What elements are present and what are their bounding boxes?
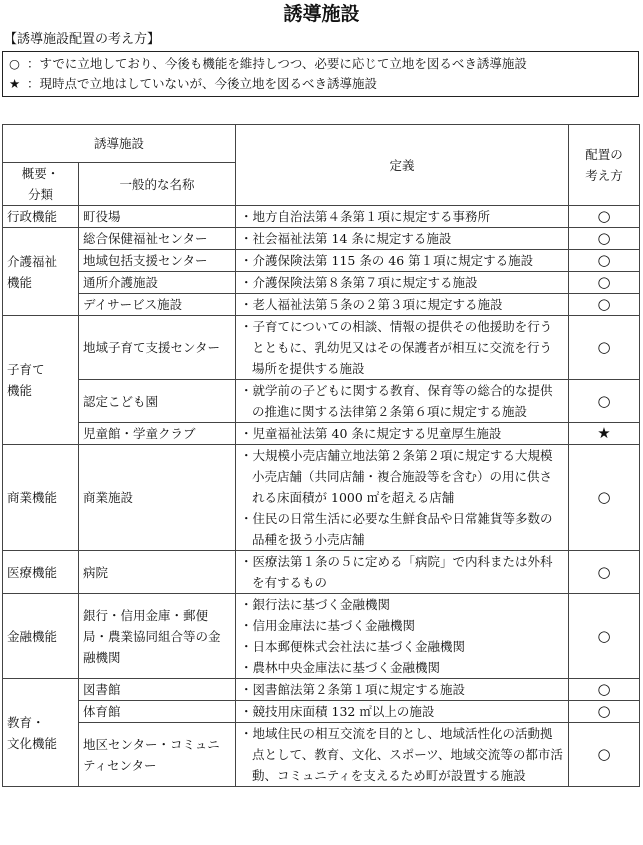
facility-name-cell: 町役場 (79, 206, 236, 228)
star-symbol: ★ (9, 76, 21, 91)
page-title: 誘導施設 (283, 3, 360, 25)
definition-line: ・子育てについての相談、情報の提供その他援助を行うとともに、乳幼児又はその保護者が相互に交流を行う場所を提供する施設 (240, 319, 553, 376)
definition-line: ・信用金庫法に基づく金融機関 (240, 618, 416, 633)
definition-line: ・農林中央金庫法に基づく金融機関 (240, 660, 441, 675)
facility-name-cell: 地域包括支援センター (79, 250, 236, 272)
definition-cell (236, 206, 569, 228)
definition-cell (236, 316, 569, 380)
facility-group-header: 誘導施設 (3, 125, 236, 163)
definition-cell (236, 294, 569, 316)
category-cell: 商業機能 (3, 445, 79, 551)
circle-mark: ○ (569, 551, 640, 594)
definition-cell (236, 594, 569, 679)
legend-box (2, 51, 639, 97)
table-row (3, 594, 640, 679)
definition-cell (236, 445, 569, 551)
table-row (3, 206, 640, 228)
circle-mark: ○ (569, 723, 640, 787)
legend-text: ：現時点で立地はしていないが、今後立地を図るべき誘導施設 (27, 76, 378, 91)
circle-mark: ○ (569, 679, 640, 701)
facility-name-cell: デイサービス施設 (79, 294, 236, 316)
circle-mark: ○ (569, 594, 640, 679)
table-row (3, 272, 640, 294)
facility-name-cell: 病院 (79, 551, 236, 594)
definition-cell (236, 723, 569, 787)
facility-name-cell: 銀行・信用金庫・郵便局・農業協同組合等の金融機関 (79, 594, 236, 679)
circle-mark: ○ (569, 380, 640, 423)
definition-cell (236, 250, 569, 272)
definition-line: ・銀行法に基づく金融機関 (240, 597, 391, 612)
definition-line: ・医療法第１条の５に定める「病院」で内科または外科を有するもの (240, 554, 553, 590)
circle-mark: ○ (569, 701, 640, 723)
table-row (3, 294, 640, 316)
table-row (3, 380, 640, 423)
facility-name-cell: 認定こども園 (79, 380, 236, 423)
definition-cell (236, 701, 569, 723)
definition-line: ・日本郵便株式会社法に基づく金融機関 (240, 639, 466, 654)
definition-cell (236, 423, 569, 445)
facility-name-cell: 体育館 (79, 701, 236, 723)
facility-name-cell: 図書館 (79, 679, 236, 701)
definition-cell (236, 228, 569, 250)
table-row (3, 445, 640, 551)
table-row (3, 679, 640, 701)
definition-line: ・児童福祉法第 40 条に規定する児童厚生施設 (240, 426, 502, 441)
definition-line: ・老人福祉法第５条の２第３項に規定する施設 (240, 297, 503, 312)
definition-cell (236, 272, 569, 294)
table-row (3, 723, 640, 787)
table-row (3, 551, 640, 594)
circle-mark: ○ (569, 228, 640, 250)
table-body (3, 206, 640, 787)
category-cell: 子育て 機能 (3, 316, 79, 445)
circle-mark: ○ (569, 316, 640, 380)
category-header: 概要・ 分類 (3, 163, 79, 206)
definition-header: 定義 (236, 125, 569, 206)
circle-mark: ○ (569, 272, 640, 294)
definition-line: ・大規模小売店舗立地法第２条第２項に規定する大規模小売店舗（共同店舗・複合施設等を含む）の用に供される床面積が 1000 ㎡を超える店舗 (240, 448, 553, 505)
circle-mark: ○ (569, 445, 640, 551)
facility-table (2, 124, 640, 787)
circle-mark: ○ (569, 250, 640, 272)
table-row (3, 316, 640, 380)
category-cell: 金融機能 (3, 594, 79, 679)
name-header: 一般的な名称 (79, 163, 236, 206)
facility-name-cell: 児童館・学童クラブ (79, 423, 236, 445)
facility-name-cell: 地域子育て支援センター (79, 316, 236, 380)
category-cell: 教育・ 文化機能 (3, 679, 79, 787)
legend-item-circle (9, 54, 632, 74)
circle-mark: ○ (569, 294, 640, 316)
category-cell: 行政機能 (3, 206, 79, 228)
definition-line: ・地域住民の相互交流を目的とし、地域活性化の活動拠点として、教育、文化、スポーツ、地域交流等の都市活動、コミュニティを支えるため町が設置する施設 (240, 726, 563, 783)
definition-line: ・住民の日常生活に必要な生鮮食品や日常雑貨等多数の品種を扱う小売店舗 (240, 511, 553, 547)
definition-line: ・社会福祉法第 14 条に規定する施設 (240, 231, 452, 246)
definition-line: ・介護保険法第 115 条の 46 第１項に規定する施設 (240, 253, 534, 268)
circle-symbol: ○ (9, 56, 20, 71)
placement-header: 配置の 考え方 (569, 125, 640, 206)
definition-cell (236, 380, 569, 423)
category-cell: 介護福祉 機能 (3, 228, 79, 316)
facility-name-cell: 通所介護施設 (79, 272, 236, 294)
definition-cell (236, 551, 569, 594)
table-row (3, 701, 640, 723)
definition-cell (236, 679, 569, 701)
table-row (3, 423, 640, 445)
table-row (3, 228, 640, 250)
definition-line: ・競技用床面積 132 ㎡以上の施設 (240, 704, 435, 719)
facility-name-cell: 地区センター・コミュニティセンター (79, 723, 236, 787)
definition-line: ・地方自治法第４条第１項に規定する事務所 (240, 209, 491, 224)
definition-line: ・図書館法第２条第１項に規定する施設 (240, 682, 466, 697)
legend-heading: 【誘導施設配置の考え方】 (4, 32, 161, 47)
definition-line: ・介護保険法第８条第７項に規定する施設 (240, 275, 478, 290)
definition-line: ・就学前の子どもに関する教育、保育等の総合的な提供の推進に関する法律第２条第６項に規定する施設 (240, 383, 553, 419)
facility-name-cell: 総合保健福祉センター (79, 228, 236, 250)
facility-name-cell: 商業施設 (79, 445, 236, 551)
legend-text: ：すでに立地しており、今後も機能を維持しつつ、必要に応じて立地を図るべき誘導施設 (27, 56, 527, 71)
legend-item-star (9, 74, 632, 94)
category-cell: 医療機能 (3, 551, 79, 594)
circle-mark: ○ (569, 206, 640, 228)
table-row (3, 250, 640, 272)
star-mark: ★ (569, 423, 640, 445)
